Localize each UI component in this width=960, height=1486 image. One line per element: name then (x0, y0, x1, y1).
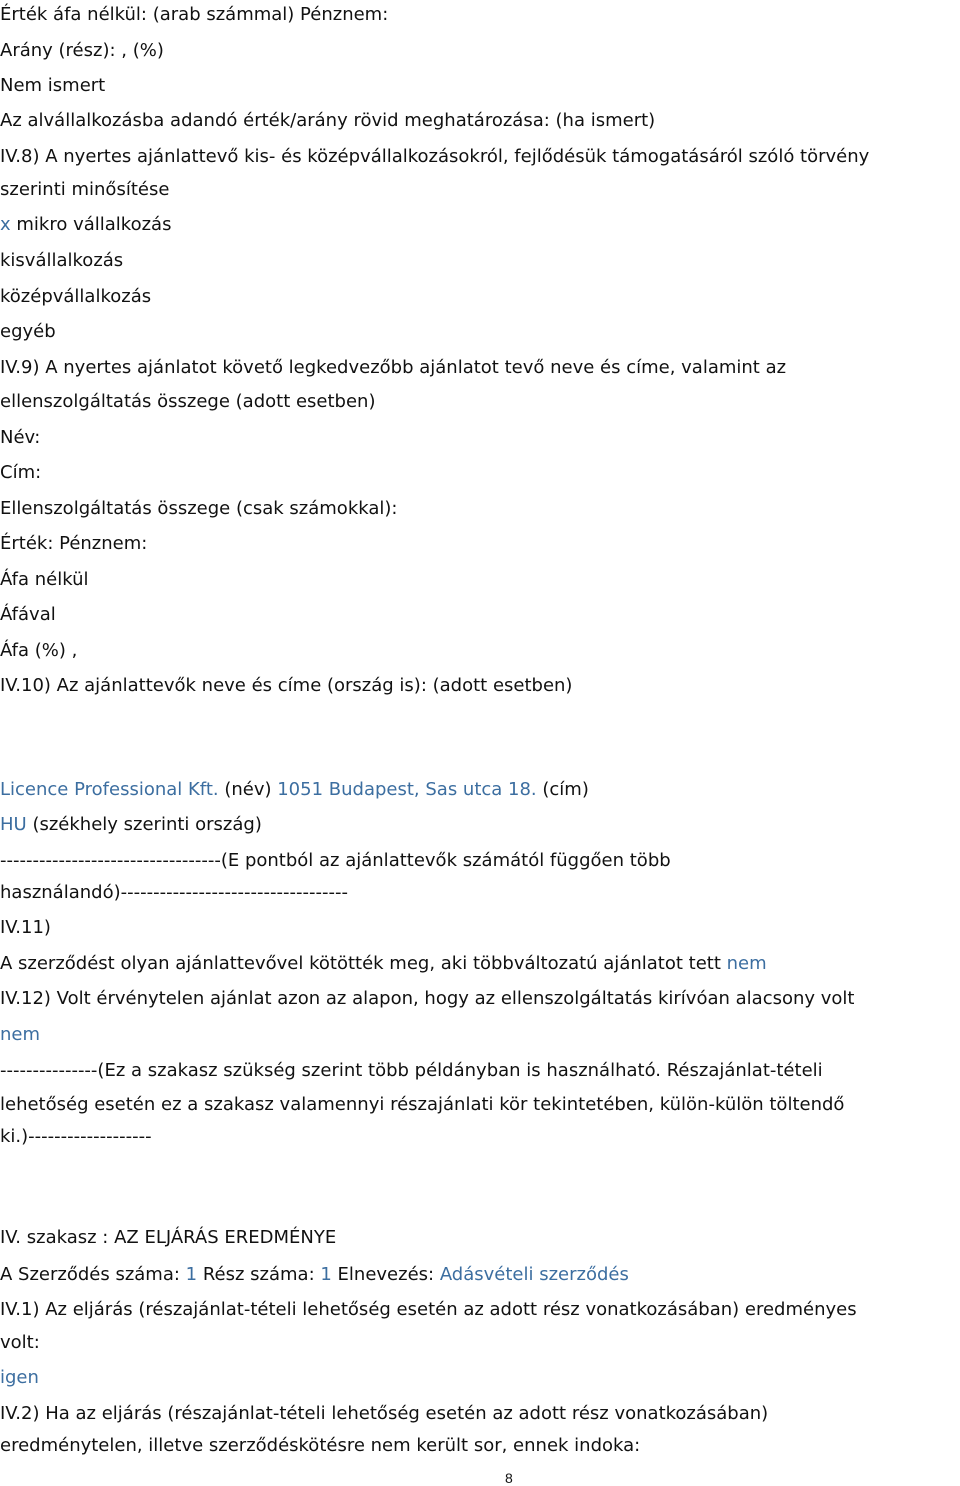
text-line: ellenszolgáltatás összege (adott esetben) (0, 391, 376, 412)
text-line: Név: (0, 427, 41, 448)
text-line: Az alvállalkozásba adandó érték/arány rövid meghatározása: (ha ismert) (0, 110, 656, 131)
text-line: Áfa nélkül (0, 569, 89, 590)
text-line: eredménytelen, illetve szerződéskötésre nem került sor, ennek indoka: (0, 1435, 641, 1456)
text-line: volt: (0, 1332, 40, 1353)
text-line: A szerződést olyan ajánlattevővel kötötték meg, aki többváltozatú ajánlatot tett nem (0, 953, 767, 974)
bidder-name: Licence Professional Kft. (0, 779, 219, 800)
section-heading: IV.9) A nyertes ajánlatot követő legkedvezőbb ajánlatot tevő neve és címe, valamint az (0, 357, 787, 378)
contract-number: 1 (185, 1264, 198, 1285)
section-heading: IV.10) Az ajánlattevők neve és címe (ország is): (adott esetben) (0, 675, 573, 696)
option-line: egyéb (0, 321, 56, 342)
country-line: HU (székhely szerinti ország) (0, 814, 262, 835)
text-line: Áfa (%) , (0, 640, 78, 661)
text-line: Nem ismert (0, 75, 106, 96)
text-line: Cím: (0, 462, 42, 483)
contract-title: Adásvételi szerződés (439, 1264, 629, 1285)
bidder-country: HU (0, 814, 27, 835)
text-line: használandó)----------------------------------- (0, 882, 348, 903)
text-line: szerinti minősítése (0, 179, 170, 200)
answer-line (0, 1367, 39, 1389)
section-heading: IV.1) Az eljárás (részajánlat-tételi lehetőség esetén az adott rész vonatkozásában) eredményes (0, 1299, 857, 1320)
text-line: lehetőség esetén ez a szakasz valamennyi részajánlati kör tekintetében, külön-külön töltendő (0, 1094, 845, 1115)
contract-line: A Szerződés száma: 1 Rész száma: 1 Elnevezés: Adásvételi szerződés (0, 1264, 629, 1285)
answer-value: igen (0, 1367, 39, 1388)
option-line: x mikro vállalkozás (0, 214, 172, 235)
text-line: ki.)------------------- (0, 1126, 152, 1147)
answer-value: nem (726, 953, 767, 974)
selected-mark: x (0, 214, 11, 235)
page-number: 8 (505, 1470, 513, 1486)
text-line: Érték: Pénznem: (0, 533, 148, 554)
answer-value: nem (0, 1024, 41, 1045)
part-number: 1 (320, 1264, 332, 1285)
text-line: Ellenszolgáltatás összege (csak számokkal): (0, 498, 398, 519)
text-line: Érték áfa nélkül: (arab számmal) Pénznem: (0, 4, 389, 25)
section-heading: IV.11) (0, 917, 51, 938)
text-line: ----------------------------------(E pontból az ajánlattevők számától függően több (0, 850, 671, 871)
text-line: Arány (rész): , (%) (0, 40, 164, 61)
section-heading: IV.2) Ha az eljárás (részajánlat-tételi lehetőség esetén az adott rész vonatkozásában) (0, 1403, 769, 1424)
section-heading: IV.8) A nyertes ajánlattevő kis- és középvállalkozásokról, fejlődésük támogatásáról szóló törvény (0, 146, 870, 167)
section-heading: IV.12) Volt érvénytelen ajánlat azon az alapon, hogy az ellenszolgáltatás kirívóan alacsony volt (0, 988, 855, 1009)
bidder-line: Licence Professional Kft. (név) 1051 Budapest, Sas utca 18. (cím) (0, 779, 589, 800)
text-line: ---------------(Ez a szakasz szükség szerint több példányban is használható. Részajánlat-tételi (0, 1060, 823, 1081)
option-line: középvállalkozás (0, 286, 152, 307)
section-title: IV. szakasz : AZ ELJÁRÁS EREDMÉNYE (0, 1227, 337, 1248)
text-line: Áfával (0, 604, 56, 625)
answer-line (0, 1024, 40, 1046)
option-line: kisvállalkozás (0, 250, 124, 271)
bidder-address: 1051 Budapest, Sas utca 18. (277, 779, 537, 800)
